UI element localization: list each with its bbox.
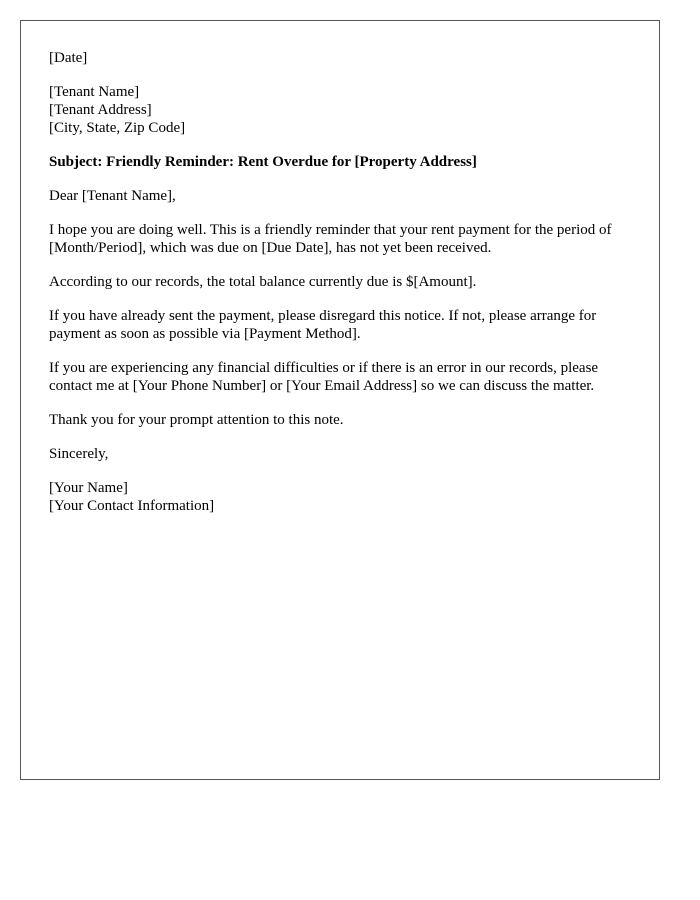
paragraph-thanks: Thank you for your prompt attention to this note. xyxy=(49,412,344,428)
sender-name: [Your Name] xyxy=(49,480,128,496)
paragraph-reminder: I hope you are doing well. This is a friendly reminder that your rent payment for the period of [Month/Period], which was due on [Due Date], has not yet been received. xyxy=(49,222,612,256)
paragraph-balance: According to our records, the total balance currently due is $[Amount]. xyxy=(49,274,477,290)
subject-line: Subject: Friendly Reminder: Rent Overdue for [Property Address] xyxy=(49,154,477,170)
tenant-name: [Tenant Name] xyxy=(49,84,140,100)
closing: Sincerely, xyxy=(49,446,109,462)
paragraph-contact: If you are experiencing any financial difficulties or if there is an error in our records, please contact me at [Your Phone Number] or [Your Email Address] so we can discuss the matter. xyxy=(49,360,599,394)
recipient-address-block xyxy=(49,83,631,137)
signature-block xyxy=(49,479,631,515)
tenant-city-state-zip: [City, State, Zip Code] xyxy=(49,120,186,136)
tenant-address: [Tenant Address] xyxy=(49,102,152,118)
sender-contact: [Your Contact Information] xyxy=(49,498,215,514)
letter-page xyxy=(20,20,660,780)
paragraph-payment: If you have already sent the payment, please disregard this notice. If not, please arrange for payment as soon as possible via [Payment Method]. xyxy=(49,308,597,342)
salutation: Dear [Tenant Name], xyxy=(49,188,176,204)
date-line: [Date] xyxy=(49,50,88,66)
